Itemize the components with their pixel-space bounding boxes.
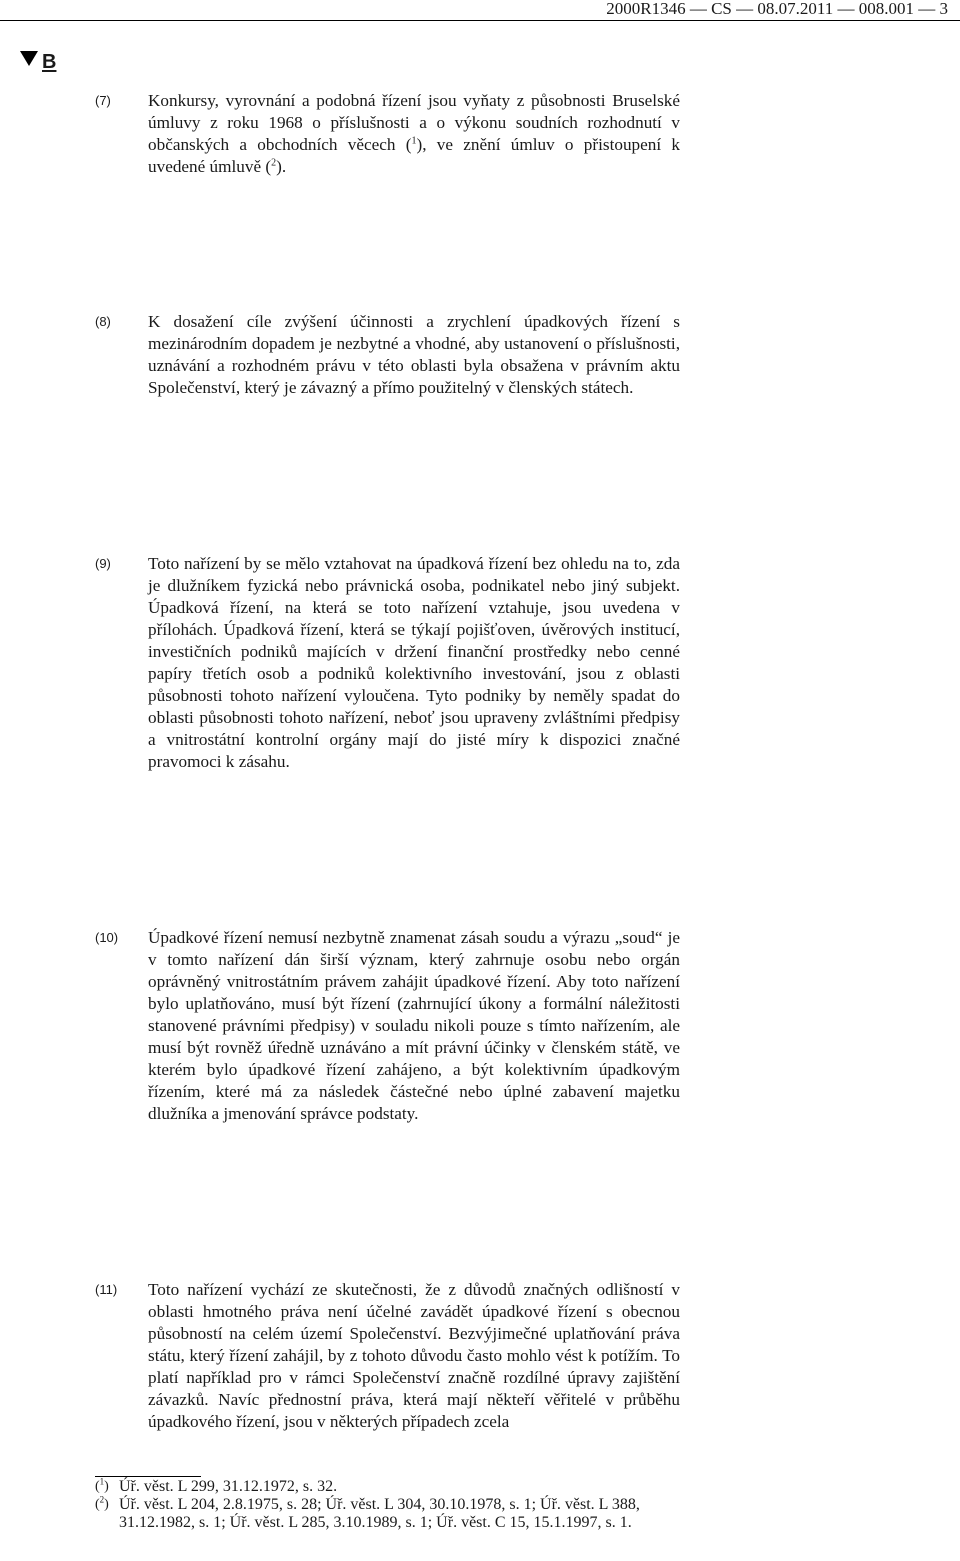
footnote-ref-2: 2 <box>271 157 277 169</box>
recital-text: Toto nařízení by se mělo vztahovat na úpadková řízení bez ohledu na to, zda je dlužníkem fyzická nebo právnická osoba, podnikatel nebo jiný subjekt. Úpadková řízení, na která se toto nařízení vztahuje, jsou uvedena v přílohách. Úpadková řízení, která se týkají pojišťoven, úvěrových institucí, investičních podniků majících v držení finanční prostředky nebo cenné papíry třetích osob a podniků kolektivního investování, jsou z oblasti působnosti tohoto nařízení vyloučena. Tyto podniky by neměly spadat do oblasti působnosti tohoto nařízení, neboť jsou upraveny zvláštními předpisy a vnitrostátní kontrolní orgány mají do jisté míry k dispozici značné pravomoci k zásahu. <box>148 554 680 771</box>
footnote-text: Úř. věst. L 204, 2.8.1975, s. 28; Úř. věst. L 304, 30.10.1978, s. 1; Úř. věst. L 388, 31.12.1982, s. 1; Úř. věst. L 285, 3.10.1989, s. 1; Úř. věst. C 15, 15.1.1997, s. 1. <box>119 1496 640 1532</box>
recital-text: Konkursy, vyrovnání a podobná řízení jsou vyňaty z působnosti Bruselské úmluvy z roku 1968 o příslušnosti a o výkonu soudních rozhodnutí v občanských a obchodních věcech ($^1$), ve znění úmluv o přistoupení k uvedené úmluvě ($^2$). <box>148 91 680 176</box>
marker-letter: B <box>42 51 57 73</box>
recital-10 <box>95 927 680 1125</box>
recital-11 <box>95 1279 680 1433</box>
recital-number: (7) <box>95 93 111 108</box>
page-header <box>0 0 960 21</box>
recital-8 <box>95 311 680 399</box>
footnote-divider <box>95 1476 201 1477</box>
recital-number: (10) <box>95 930 119 945</box>
triangle-down-icon <box>20 51 38 66</box>
footnote-2 <box>95 1496 680 1532</box>
recital-number: (9) <box>95 556 111 571</box>
footnote-ref-1: 1 <box>411 135 417 147</box>
recital-text: K dosažení cíle zvýšení účinnosti a zrychlení úpadkových řízení s mezinárodním dopadem je nezbytné a vhodné, aby ustanovení o příslušnosti, uznávání a rozhodném právu v této oblasti byla obsažena v právním aktu Společenství, který je závazný a přímo použitelný v členských státech. <box>148 312 680 397</box>
footnote-1 <box>95 1478 680 1496</box>
footnote-mark: ($^1$) <box>95 1476 109 1494</box>
recital-9 <box>95 553 680 773</box>
document-reference: 2000R1346 — CS — 08.07.2011 — 008.001 — 3 <box>606 0 948 18</box>
footnote-mark: ($^2$) <box>95 1494 109 1513</box>
recital-text: Úpadkové řízení nemusí nezbytně znamenat zásah soudu a výrazu „soud“ je v tomto nařízení dán širší význam, který zahrnuje osobu nebo orgán oprávněný vnitrostátním právem zahájit úpadkové řízení. Aby toto nařízení bylo uplatňováno, musí být řízení (zahrnující úkony a formální náležitosti stanovené právními předpisy) v souladu nikoli pouze s tímto nařízením, ale musí být rovněž úředně uznáváno a mít právní účinky v členském státě, ve kterém bylo úpadkové řízení zahájeno, a být kolektivním úpadkovým řízením, které má za následek částečné nebo úplné zabavení majetku dlužníka a jmenování správce podstaty. <box>148 928 680 1123</box>
recital-7 <box>95 90 680 178</box>
footnotes <box>95 1478 680 1533</box>
amendment-marker <box>20 50 56 74</box>
recital-number: (8) <box>95 314 111 329</box>
footnote-text: Úř. věst. L 299, 31.12.1972, s. 32. <box>119 1478 338 1495</box>
recital-number: (11) <box>95 1282 118 1297</box>
recital-text: Toto nařízení vychází ze skutečnosti, že z důvodů značných odlišností v oblasti hmotného práva není účelné zavádět úpadkové řízení s obecnou působností na celém území Společenství. Bezvýjimečné uplatňování práva státu, který řízení zahájil, by z tohoto důvodu často mohlo vést k potížím. To platí například pro v rámci Společenství značně rozdílné úpravy zajištění závazků. Navíc přednostní práva, která mají někteří věřitelé v průběhu úpadkového řízení, jsou v některých případech zcela <box>148 1280 680 1431</box>
